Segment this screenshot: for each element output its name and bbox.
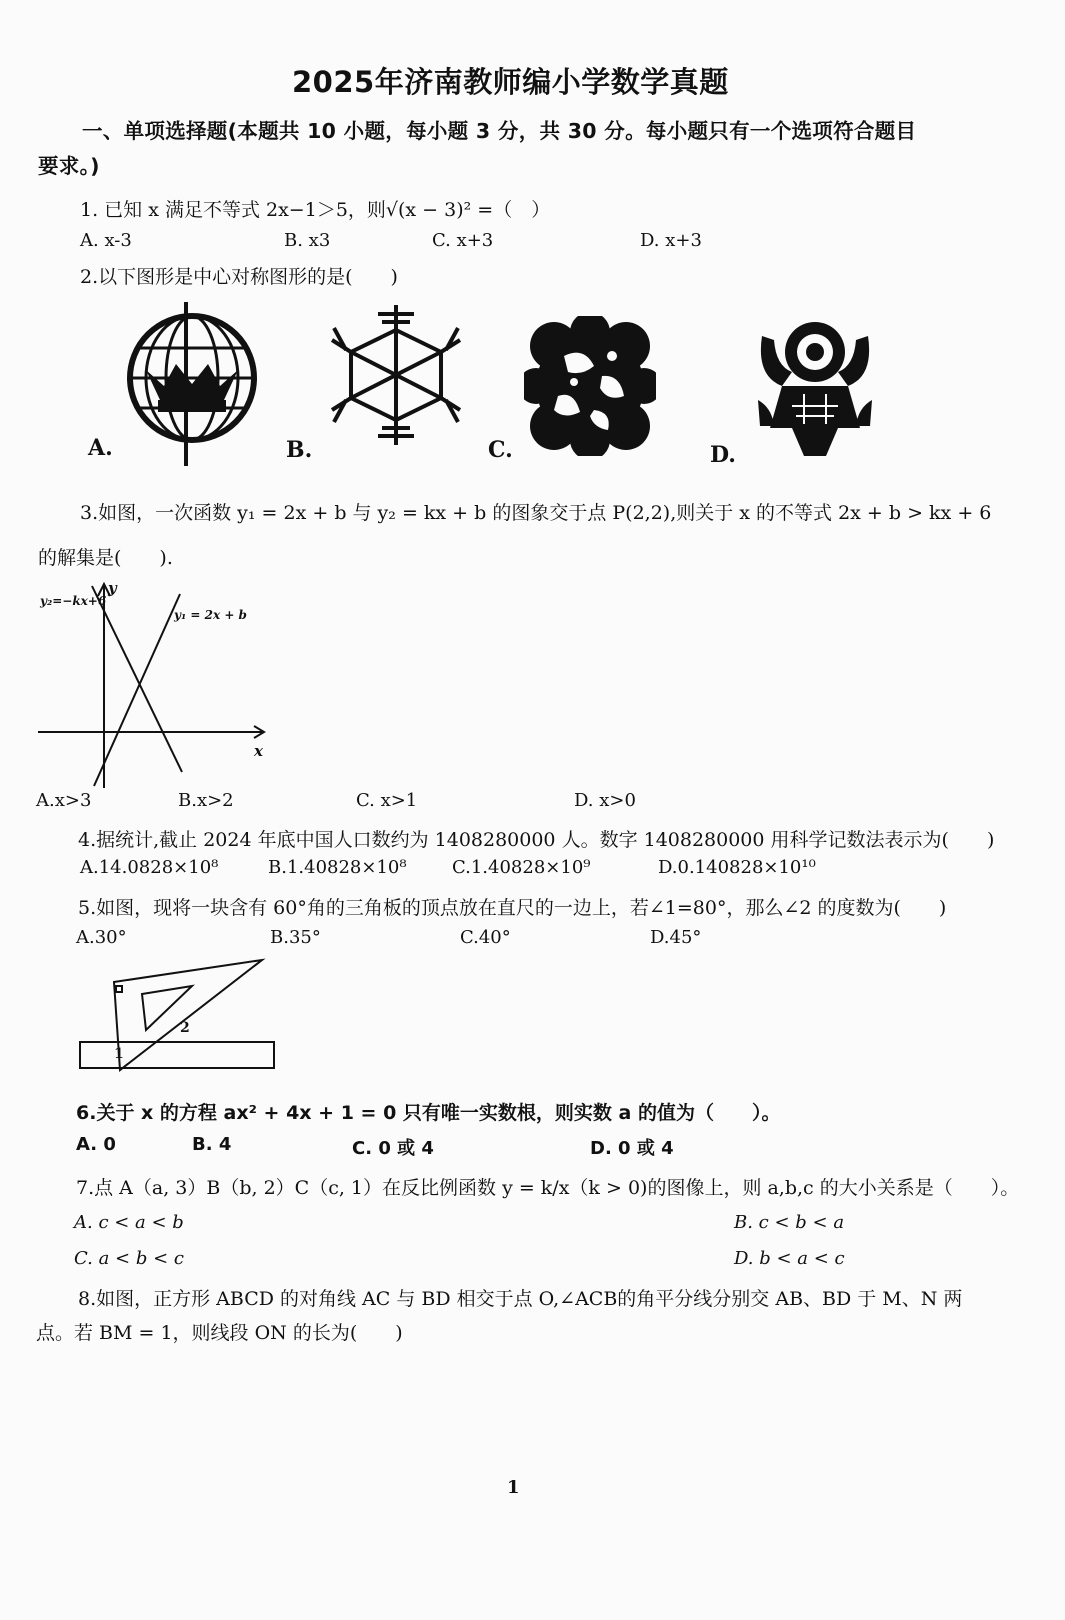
q7-option-b: B. c < b < a: [734, 1212, 845, 1233]
q6-option-a: A. 0: [76, 1134, 116, 1155]
q3-stem-line2: 的解集是( ).: [38, 547, 173, 569]
page-number: 1: [507, 1477, 520, 1498]
section-heading-line2: 要求。): [38, 154, 100, 178]
q6-stem: 6.关于 x 的方程 ax² + 4x + 1 = 0 只有唯一实数根，则实数 a 的值为（ ）。: [76, 1102, 781, 1124]
q5-option-c: C.40°: [460, 927, 511, 948]
q2-label-d: D.: [710, 442, 736, 468]
round-pattern-figure: [524, 316, 656, 456]
q6-option-d: D. 0 或 4: [590, 1138, 674, 1159]
q4-option-d: D.0.140828×10¹⁰: [658, 857, 816, 878]
q3-option-a: A.x>3: [36, 790, 92, 811]
q5-angle-label-2: 2: [180, 1020, 190, 1036]
q7-stem: 7.点 A（a, 3）B（b, 2）C（c, 1）在反比例函数 y = k/x（k > 0)的图像上，则 a,b,c 的大小关系是（ ）。: [76, 1177, 1020, 1199]
triangle-ruler-figure: [76, 958, 280, 1078]
q3-option-c: C. x>1: [356, 790, 418, 811]
q7-option-c: C. a < b < c: [74, 1248, 184, 1269]
q1-option-a: A. x-3: [80, 230, 132, 251]
q2-label-b: B.: [286, 437, 313, 463]
q4-stem: 4.据统计,截止 2024 年底中国人口数约为 1408280000 人。数字 1408280000 用科学记数法表示为( ): [78, 829, 995, 851]
section-heading-line1: 一、单项选择题(本题共 10 小题，每小题 3 分，共 30 分。每小题只有一个选项符合题目: [82, 119, 917, 143]
q4-option-a: A.14.0828×10⁸: [80, 857, 219, 878]
q4-option-c: C.1.40828×10⁹: [452, 857, 591, 878]
q5-option-d: D.45°: [650, 927, 702, 948]
q4-option-b: B.1.40828×10⁸: [268, 857, 407, 878]
q5-option-a: A.30°: [76, 927, 127, 948]
q3-option-b: B.x>2: [178, 790, 234, 811]
q3-graph-label-y2: y₂=−kx+6: [40, 594, 107, 608]
q1-option-c: C. x+3: [432, 230, 494, 251]
q3-graph-axis-y: y: [108, 579, 117, 597]
q6-option-b: B. 4: [192, 1134, 232, 1155]
q1-option-b: B. x3: [284, 230, 331, 251]
q5-option-b: B.35°: [270, 927, 321, 948]
q2-stem: 2.以下图形是中心对称图形的是( ): [80, 266, 398, 288]
q7-option-d: D. b < a < c: [734, 1248, 845, 1269]
q2-label-a: A.: [88, 435, 113, 461]
q8-stem-line2: 点。若 BM = 1，则线段 ON 的长为( ): [36, 1322, 403, 1344]
hexagonal-snowflake-figure: [326, 300, 466, 450]
q3-graph-axis-x: x: [254, 742, 263, 760]
q1-stem: 1. 已知 x 满足不等式 2x−1＞5，则√(x − 3)² =（ ）: [80, 199, 551, 221]
q3-graph-label-y1: y₁ = 2x + b: [174, 608, 247, 622]
q2-label-c: C.: [488, 437, 513, 463]
q5-angle-label-1: 1: [114, 1046, 124, 1062]
q6-option-c: C. 0 或 4: [352, 1138, 434, 1159]
q3-stem-line1: 3.如图，一次函数 y₁ = 2x + b 与 y₂ = kx + b 的图象交于点 P(2,2),则关于 x 的不等式 2x + b > kx + 6: [80, 502, 992, 524]
ornament-figure: [752, 316, 878, 462]
globe-crown-figure: [124, 300, 262, 468]
q3-option-d: D. x>0: [574, 790, 636, 811]
q7-option-a: A. c < a < b: [74, 1212, 184, 1233]
q8-stem-line1: 8.如图，正方形 ABCD 的对角线 AC 与 BD 相交于点 O,∠ACB的角平分线分别交 AB、BD 于 M、N 两: [78, 1288, 963, 1310]
q5-stem: 5.如图，现将一块含有 60°角的三角板的顶点放在直尺的一边上，若∠1=80°，那么∠2 的度数为( ): [78, 897, 947, 919]
q1-option-d: D. x+3: [640, 230, 702, 251]
page-title: 2025年济南教师编小学数学真题: [292, 65, 729, 99]
